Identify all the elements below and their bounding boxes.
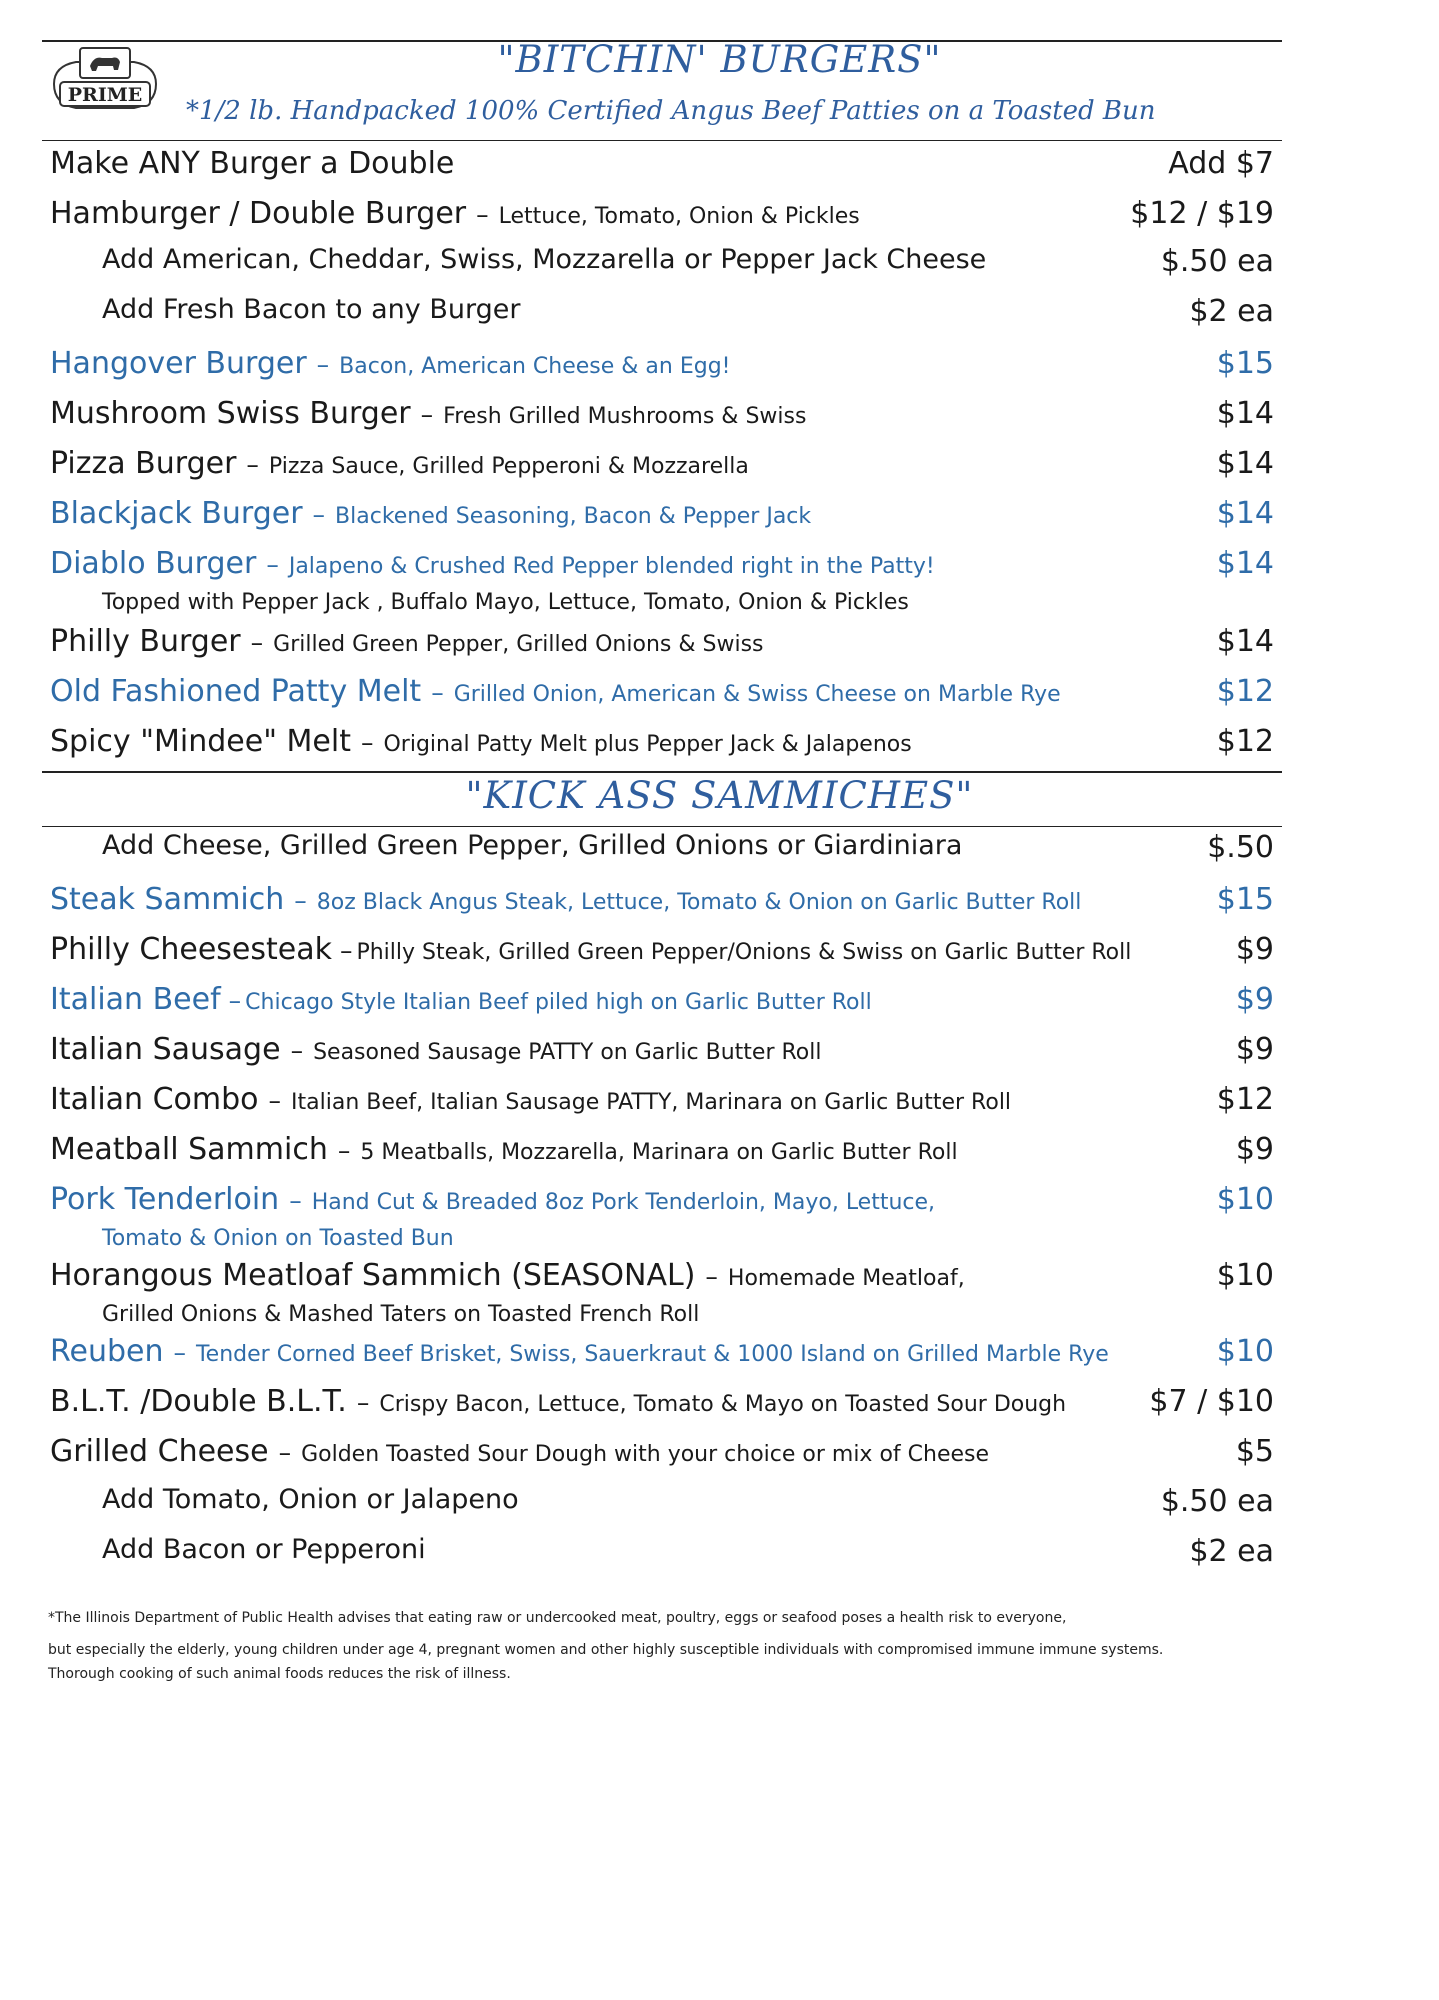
menu-item xyxy=(50,1032,1274,1076)
item-separator: – xyxy=(289,1186,302,1215)
item-price: $14 xyxy=(1216,396,1274,431)
menu-item xyxy=(50,396,1274,440)
menu-item xyxy=(50,346,1274,390)
menu-item xyxy=(50,1384,1274,1428)
item-name: Reuben xyxy=(50,1334,164,1369)
item-description: 8oz Black Angus Steak, Lettuce, Tomato & Onion on Garlic Butter Roll xyxy=(316,890,1082,915)
item-description: Italian Beef, Italian Sausage PATTY, Marinara on Garlic Butter Roll xyxy=(291,1090,1012,1115)
item-name: Grilled Cheese xyxy=(50,1434,269,1469)
burgers-title: "BITCHIN' BURGERS" xyxy=(497,38,942,81)
item-name: Italian Combo xyxy=(50,1082,259,1117)
item-separator: – xyxy=(316,350,330,379)
item-description-continued: Grilled Onions & Mashed Taters on Toasted French Roll xyxy=(102,1302,700,1327)
menu-item xyxy=(50,146,1274,190)
item-price: $14 xyxy=(1216,496,1274,531)
item-separator: – xyxy=(356,1388,370,1417)
item-name: Add Fresh Bacon to any Burger xyxy=(102,294,521,325)
menu-item xyxy=(102,1484,1274,1528)
item-price: Add $7 xyxy=(1168,146,1274,181)
item-description: Crispy Bacon, Lettuce, Tomato & Mayo on Toasted Sour Dough xyxy=(379,1392,1067,1417)
item-price: $12 xyxy=(1216,724,1274,759)
item-description: Homemade Meatloaf, xyxy=(727,1266,965,1291)
item-separator: – xyxy=(339,936,353,965)
item-price: $2 ea xyxy=(1189,1534,1274,1569)
item-description: 5 Meatballs, Mozzarella, Marinara on Garlic Butter Roll xyxy=(360,1140,958,1165)
item-name: Spicy "Mindee" Melt xyxy=(50,724,351,759)
item-price: $12 / $19 xyxy=(1130,196,1274,231)
item-price: $9 xyxy=(1235,982,1274,1017)
item-name: Add Bacon or Pepperoni xyxy=(102,1534,426,1565)
item-separator: – xyxy=(431,678,444,707)
item-description: Lettuce, Tomato, Onion & Pickles xyxy=(498,204,860,229)
menu-item xyxy=(102,1534,1274,1578)
item-separator: – xyxy=(278,1438,292,1467)
item-separator: – xyxy=(337,1136,351,1165)
item-description: Bacon, American Cheese & an Egg! xyxy=(339,354,731,379)
item-price: $14 xyxy=(1216,446,1274,481)
sammiches-rule xyxy=(42,826,1282,827)
item-price: $7 / $10 xyxy=(1149,1384,1274,1419)
disclaimer-line: Thorough cooking of such animal foods reduces the risk of illness. xyxy=(48,1666,511,1682)
item-name: Diablo Burger xyxy=(50,546,257,581)
item-description: Seasoned Sausage PATTY on Garlic Butter Roll xyxy=(313,1040,822,1065)
svg-text:PRIME: PRIME xyxy=(67,84,143,106)
item-name: Old Fashioned Patty Melt xyxy=(50,674,422,709)
item-description: Jalapeno & Crushed Red Pepper blended right in the Patty! xyxy=(288,554,935,579)
item-price: $2 ea xyxy=(1189,294,1274,329)
item-price: $10 xyxy=(1216,1334,1274,1369)
item-price: $15 xyxy=(1216,346,1274,381)
item-price: $9 xyxy=(1235,932,1274,967)
item-name: Add Tomato, Onion or Jalapeno xyxy=(102,1484,519,1515)
item-description: Golden Toasted Sour Dough with your choice or mix of Cheese xyxy=(301,1442,990,1467)
item-description: Chicago Style Italian Beef piled high on Garlic Butter Roll xyxy=(245,990,872,1015)
item-name: Add Cheese, Grilled Green Pepper, Grilled Onions or Giardiniara xyxy=(102,830,963,861)
item-name: B.L.T. /Double B.L.T. xyxy=(50,1384,347,1419)
item-separator: – xyxy=(705,1262,718,1291)
item-name: Meatball Sammich xyxy=(50,1132,328,1167)
item-price: $12 xyxy=(1216,674,1274,709)
menu-item xyxy=(50,546,1274,590)
burgers-subtitle: *1/2 lb. Handpacked 100% Certified Angus Beef Patties on a Toasted Bun xyxy=(186,96,1156,126)
item-price: $.50 xyxy=(1207,830,1274,865)
item-description: Philly Steak, Grilled Green Pepper/Onions & Swiss on Garlic Butter Roll xyxy=(356,940,1132,965)
item-name: Pork Tenderloin xyxy=(50,1182,280,1217)
item-name: Horangous Meatloaf Sammich (SEASONAL) xyxy=(50,1258,696,1293)
menu-item xyxy=(50,1132,1274,1176)
item-price: $10 xyxy=(1216,1258,1274,1293)
menu-item xyxy=(50,932,1274,976)
item-price: $.50 ea xyxy=(1160,244,1274,279)
menu-item xyxy=(102,830,1274,874)
item-description: Tender Corned Beef Brisket, Swiss, Sauerkraut & 1000 Island on Grilled Marble Rye xyxy=(195,1342,1109,1367)
menu-item xyxy=(50,724,1274,768)
item-price: $15 xyxy=(1216,882,1274,917)
item-separator: – xyxy=(360,728,374,757)
item-name: Hamburger / Double Burger xyxy=(50,196,467,231)
menu-item xyxy=(50,624,1274,668)
disclaimer-line: but especially the elderly, young children under age 4, pregnant women and other highly susceptible individuals with compromised immune immune systems. xyxy=(48,1642,1164,1658)
item-price: $12 xyxy=(1216,1082,1274,1117)
item-description: Fresh Grilled Mushrooms & Swiss xyxy=(443,404,807,429)
item-description: Pizza Sauce, Grilled Pepperoni & Mozzarella xyxy=(268,454,749,479)
item-separator: – xyxy=(312,500,326,529)
item-name: Italian Sausage xyxy=(50,1032,281,1067)
sammiches-top-rule xyxy=(42,771,1282,773)
item-separator: – xyxy=(476,200,489,229)
sammiches-title: "KICK ASS SAMMICHES" xyxy=(465,774,974,817)
item-description-continued: Topped with Pepper Jack , Buffalo Mayo, Lettuce, Tomato, Onion & Pickles xyxy=(102,590,909,615)
menu-item xyxy=(50,1082,1274,1126)
item-name: Italian Beef xyxy=(50,982,221,1017)
menu-item xyxy=(102,244,1274,288)
item-description: Original Patty Melt plus Pepper Jack & Jalapenos xyxy=(383,732,912,757)
item-name: Steak Sammich xyxy=(50,882,285,917)
item-separator: – xyxy=(250,628,264,657)
menu-item xyxy=(50,674,1274,718)
burgers-rule xyxy=(42,140,1282,141)
menu-item xyxy=(50,496,1274,540)
item-description-continued: Tomato & Onion on Toasted Bun xyxy=(102,1226,454,1251)
menu-item xyxy=(50,1258,1274,1302)
item-name: Mushroom Swiss Burger xyxy=(50,396,411,431)
menu-item xyxy=(50,1334,1274,1378)
item-description: Grilled Onion, American & Swiss Cheese on Marble Rye xyxy=(453,682,1061,707)
item-description: Blackened Seasoning, Bacon & Pepper Jack xyxy=(335,504,812,529)
item-price: $14 xyxy=(1216,624,1274,659)
item-separator: – xyxy=(228,986,242,1015)
item-separator: – xyxy=(268,1086,282,1115)
menu-item xyxy=(50,982,1274,1026)
item-separator: – xyxy=(294,886,307,915)
menu-item xyxy=(50,196,1274,240)
item-separator: – xyxy=(290,1036,304,1065)
item-name: Blackjack Burger xyxy=(50,496,303,531)
item-separator: – xyxy=(266,550,279,579)
item-price: $10 xyxy=(1216,1182,1274,1217)
item-price: $9 xyxy=(1235,1032,1274,1067)
item-name: Make ANY Burger a Double xyxy=(50,146,455,181)
menu-item xyxy=(50,1182,1274,1226)
item-price: $.50 ea xyxy=(1160,1484,1274,1519)
item-price: $9 xyxy=(1235,1132,1274,1167)
item-description: Hand Cut & Breaded 8oz Pork Tenderloin, Mayo, Lettuce, xyxy=(311,1190,936,1215)
menu-item xyxy=(50,1434,1274,1478)
item-price: $5 xyxy=(1235,1434,1274,1469)
item-separator: – xyxy=(246,450,259,479)
item-description: Grilled Green Pepper, Grilled Onions & Swiss xyxy=(273,632,764,657)
item-name: Add American, Cheddar, Swiss, Mozzarella or Pepper Jack Cheese xyxy=(102,244,987,275)
item-name: Philly Burger xyxy=(50,624,241,659)
item-separator: – xyxy=(420,400,434,429)
item-name: Hangover Burger xyxy=(50,346,307,381)
menu-item xyxy=(50,882,1274,926)
item-name: Philly Cheesesteak xyxy=(50,932,332,967)
disclaimer-line: *The Illinois Department of Public Health advises that eating raw or undercooked meat, poultry, eggs or seafood poses a health risk to everyone, xyxy=(48,1610,1067,1626)
menu-item xyxy=(50,446,1274,490)
item-price: $14 xyxy=(1216,546,1274,581)
item-separator: – xyxy=(173,1338,186,1367)
menu-item xyxy=(102,294,1274,338)
item-name: Pizza Burger xyxy=(50,446,237,481)
